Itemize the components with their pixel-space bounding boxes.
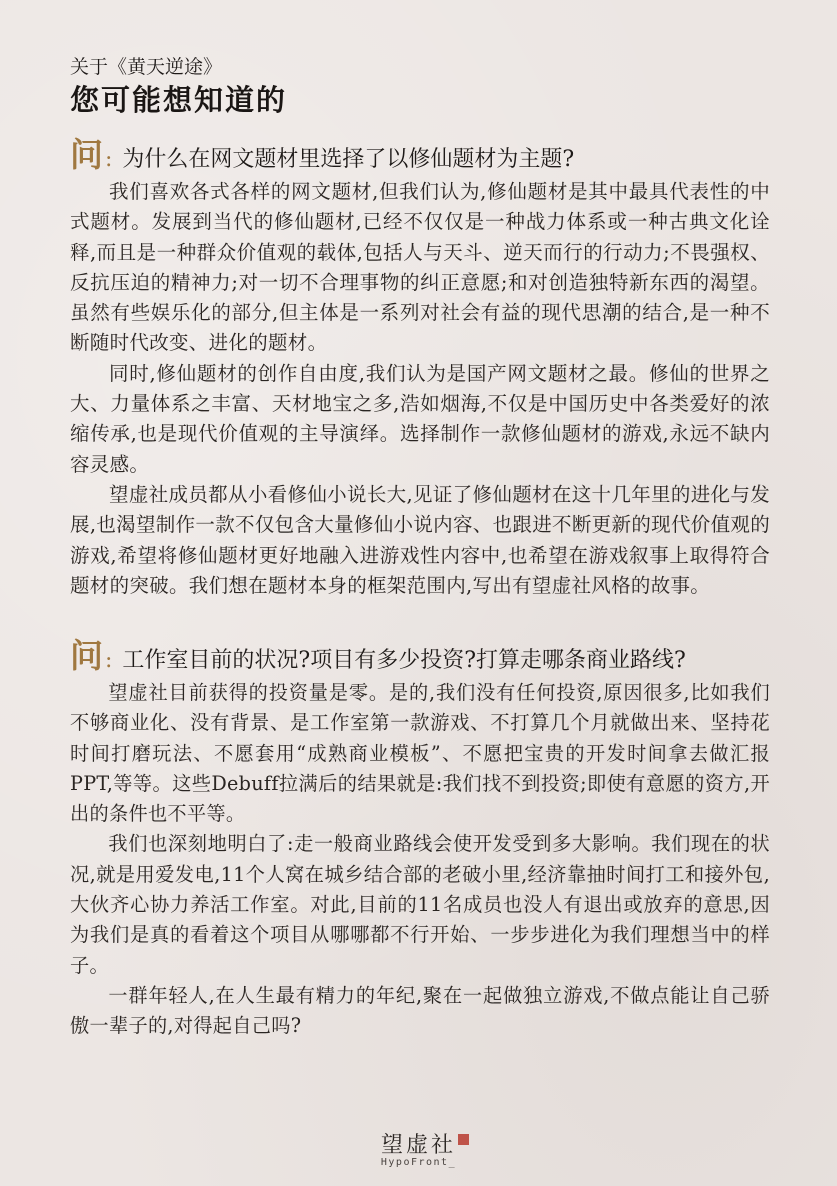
footer <box>0 1128 837 1168</box>
studio-logo <box>381 1128 456 1159</box>
answer-paragraph: 一群年轻人,在人生最有精力的年纪,聚在一起做独立游戏,不做点能让自己骄傲一辈子的,对得起自己吗? <box>70 983 770 1038</box>
question-text: 工作室目前的状况?项目有多少投资?打算走哪条商业路线? <box>122 648 686 673</box>
faq-section-2 <box>70 636 770 1042</box>
answer-paragraph: 我们也深刻地明白了:走一般商业路线会使开发受到多大影响。我们现在的状况,就是用爱发电,11个人窝在城乡结合部的老破小里,经济靠抽时间打工和接外包,大伙齐心协力养活工作室。对此,目前的11名成员也没人有退出或放弃的意思,因为我们是真的看着这个项目从哪哪都不行开始、一步步进化为我们理想当中的样子。 <box>70 832 770 977</box>
studio-subtitle: HypoFront_ <box>380 1157 457 1168</box>
answer-paragraph: 同时,修仙题材的创作自由度,我们认为是国产网文题材之最。修仙的世界之大、力量体系之丰富、天材地宝之多,浩如烟海,不仅是中国历史中各类爱好的浓缩传承,也是现代价值观的主导演绎。选择制作一款修仙题材的游戏,永远不缺内容灵感。 <box>70 361 770 476</box>
faq-section-1 <box>70 135 770 601</box>
question-mark-label: 问 <box>70 636 103 675</box>
question-text: 为什么在网文题材里选择了以修仙题材为主题? <box>122 147 575 172</box>
question-mark-label: 问 <box>70 135 103 174</box>
question-colon: : <box>105 147 113 172</box>
red-seal-icon <box>458 1134 469 1145</box>
header-kicker: 关于《黄天逆途》 <box>70 56 223 78</box>
faq-question-2 <box>70 636 770 678</box>
studio-logo-text: 望虚社 <box>380 1133 456 1158</box>
faq-question-1 <box>70 135 770 177</box>
answer-paragraph: 望虚社目前获得的投资量是零。是的,我们没有任何投资,原因很多,比如我们不够商业化、没有背景、是工作室第一款游戏、不打算几个月就做出来、坚持花时间打磨玩法、不愿套用“成熟商业模板”、不愿把宝贵的开发时间拿去做汇报PPT,等等。这些Debuff拉满后的结果就是:我们找不到投资;即使有意愿的资方,开出的条件也不平等。 <box>70 681 770 826</box>
answer-paragraph: 望虚社成员都从小看修仙小说长大,见证了修仙题材在这十几年里的进化与发展,也渴望制作一款不仅包含大量修仙小说内容、也跟进不断更新的现代价值观的游戏,希望将修仙题材更好地融入进游戏性内容中,也希望在游戏叙事上取得符合题材的突破。我们想在题材本身的框架范围内,写出有望虚社风格的故事。 <box>70 482 770 597</box>
answer-paragraph: 我们喜欢各式各样的网文题材,但我们认为,修仙题材是其中最具代表性的中式题材。发展到当代的修仙题材,已经不仅仅是一种战力体系或一种古典文化诠释,而且是一种群众价值观的载体,包括人与天斗、逆天而行的行动力;不畏强权、反抗压迫的精神力;对一切不合理事物的纠正意愿;和对创造独特新东西的渴望。虽然有些娱乐化的部分,但主体是一系列对社会有益的现代思潮的结合,是一种不断随时代改变、进化的题材。 <box>70 180 770 355</box>
page-title: 您可能想知道的 <box>70 83 288 117</box>
question-colon: : <box>105 648 113 673</box>
